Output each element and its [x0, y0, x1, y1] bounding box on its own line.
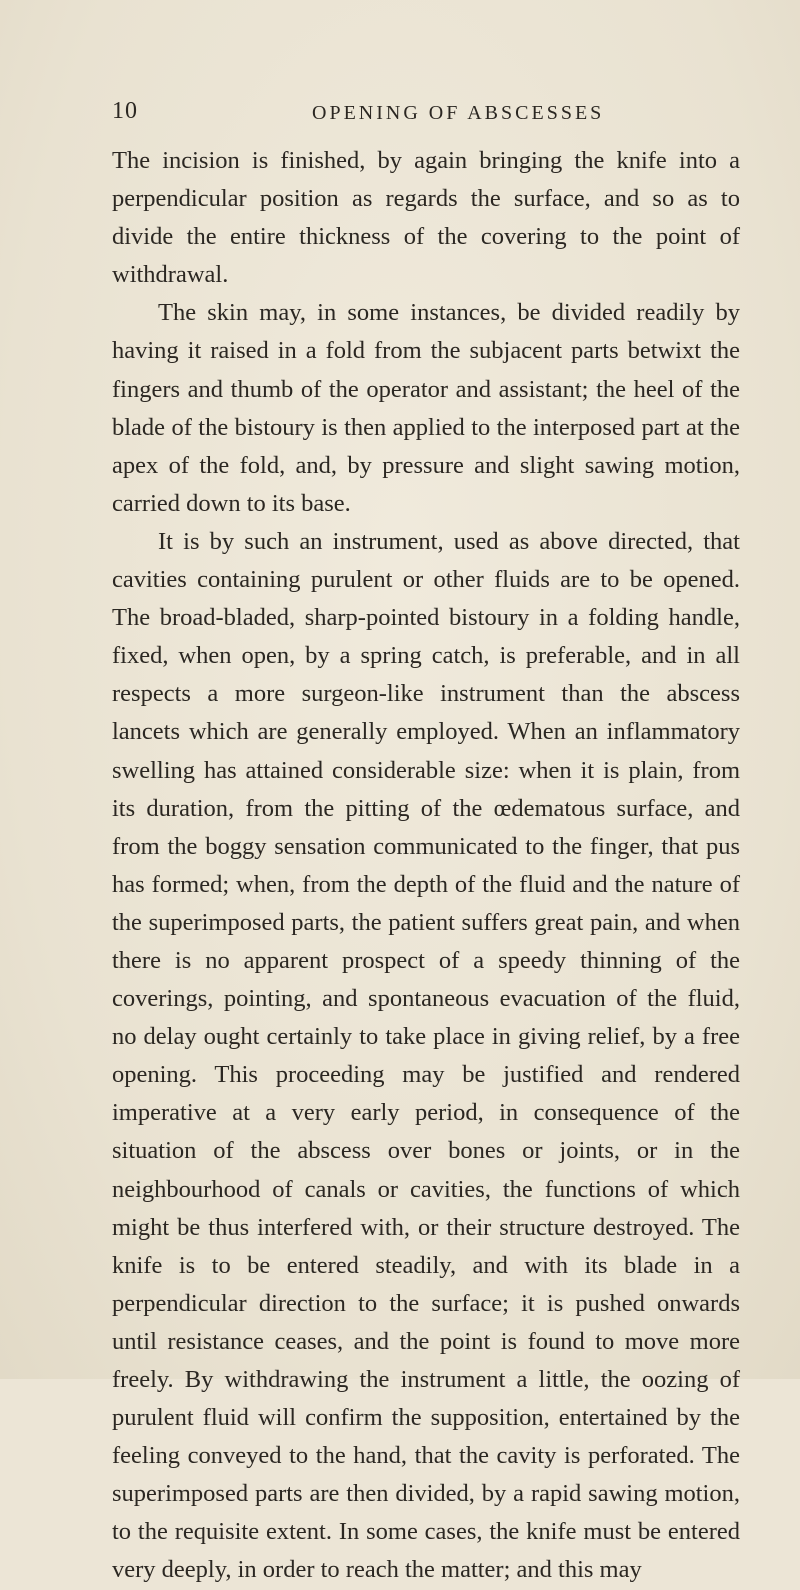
paragraph-3: It is by such an instrument, used as above directed, that cavities containing purulent or other fluids are to be opened. The broad-bladed, sharp-pointed bistoury in a folding handle, fixed, when open, by a spring catch, is preferable, and in all respects a more surgeon-like instrument than the abscess lancets which are generally employed. When an inflammatory swelling has attained considerable size: when it is plain, from its duration, from the pitting of the œdematous surface, and from the boggy sensation communicated to the finger, that pus has formed; when, from the depth of the fluid and the nature of the superimposed parts, the patient suffers great pain, and when there is no apparent prospect of a speedy thinning of the coverings, pointing, and spontaneous evacuation of the fluid, no delay ought certainly to take place in giving relief, by a free opening. This proceeding may be justified and rendered imperative at a very early period, in consequence of the situation of the abscess over bones or joints, or in the neighbourhood of canals or cavities, the functions of which might be thus interfered with, or their structure destroyed. The knife is to be entered steadily, and with its blade in a perpendicular direction to the surface; it is pushed onwards until resistance ceases, and the point is found to move more freely. By withdrawing the instrument a little, the oozing of purulent fluid will confirm the supposition, entertained by the feeling conveyed to the hand, that the cavity is perforated. The superimposed parts are then divided, by a rapid sawing motion, to the requisite extent. In some cases, the knife must be entered very deeply, in order to reach the matter; and this may	[112, 527, 740, 1584]
page-header	[112, 98, 740, 128]
page-number: 10	[112, 98, 138, 124]
paragraph-1: The incision is finished, by again bringing the knife into a perpendicular position as regards the surface, and so as to divide the entire thickness of the covering to the point of withdrawal.	[112, 147, 740, 289]
running-head: OPENING OF ABSCESSES	[312, 102, 605, 124]
paragraph-2: The skin may, in some instances, be divided readily by having it raised in a fold from the subjacent parts betwixt the fingers and thumb of the operator and assistant; the heel of the blade of the bistoury is then applied to the interposed part at the apex of the fold, and, by pressure and slight sawing motion, carried down to its base.	[112, 299, 740, 517]
body-text	[112, 142, 740, 1590]
